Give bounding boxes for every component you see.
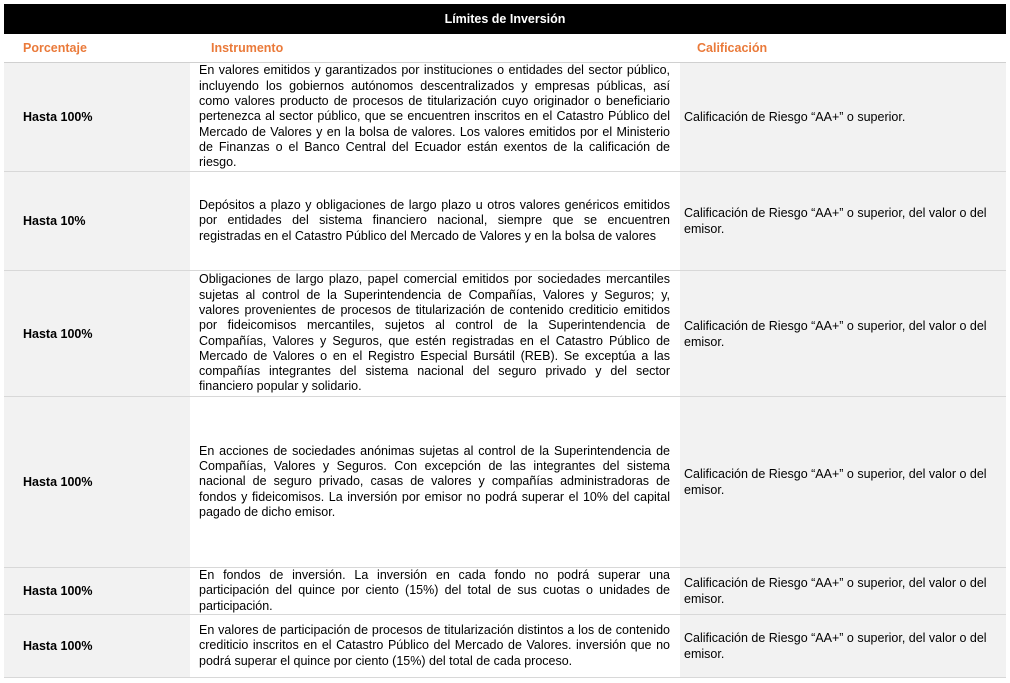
header-rating: Calificación [697,41,768,55]
rating-cell [680,172,1006,270]
percentage-text: Hasta 100% [23,110,93,124]
percentage-cell [4,397,190,567]
table-row [4,172,1006,271]
instrument-text: En valores emitidos y garantizados por instituciones o entidades del sector público, incluyendo los gobiernos autónomos descentralizados y empresas públicas, así como valores producto de procesos de titularización cuyo originador o beneficiario pertenezca al sector público, que se encuentren inscritos en el Catastro Público del Mercado de Valores y en la bolsa de valores. Los valores emitidos por el Ministerio de Finanzas o el Banco Central del Ecuador están exentos de la calificación de riesgo. [199,63,670,170]
table-row [4,615,1006,678]
table-title: Límites de Inversión [4,4,1006,34]
percentage-cell [4,615,190,677]
percentage-text: Hasta 100% [23,475,93,489]
rating-cell [680,271,1006,396]
instrument-text: Depósitos a plazo y obligaciones de largo plazo u otros valores genéricos emitidos por entidades del sistema financiero nacional, siempre que se encuentren registradas en el Catastro Público del Mercado de Valores y en la bolsa de valores [199,198,670,243]
percentage-cell [4,271,190,396]
instrument-cell [192,63,680,171]
percentage-text: Hasta 100% [23,639,93,653]
rating-text: Calificación de Riesgo “AA+” o superior, del valor o del emisor. [684,467,987,497]
table-row [4,397,1006,568]
percentage-text: Hasta 100% [23,584,93,598]
table-row [4,63,1006,172]
table-row [4,568,1006,615]
instrument-cell [192,615,680,677]
rating-cell [680,63,1006,171]
instrument-cell [192,172,680,270]
table-header-row [4,34,1006,63]
rating-cell [680,615,1006,677]
rating-cell [680,568,1006,614]
percentage-cell [4,568,190,614]
instrument-text: Obligaciones de largo plazo, papel comercial emitidos por sociedades mercantiles sujetas al control de la Superintendencia de Compañías, Valores y Seguros; y, valores provenientes de procesos de titularización de contenido crediticio emitidos por fideicomisos mercantiles, sujetos al control de la Superintendencia de Compañías, Valores y Seguros, que estén registradas en el Catastro Público de Mercado de Valores o en el Registro Especial Bursátil (REB). Se exceptúa a las compañías integrantes del sistema nacional del seguro privado y del sector financiero popular y solidario. [199,272,670,394]
instrument-text: En acciones de sociedades anónimas sujetas al control de la Superintendencia de Compañías, Valores y Seguros. Con excepción de las integrantes del sistema nacional de seguro privado, casas de valores y compañías administradoras de fondos y fideicomisos. La inversión por emisor no podrá superar el 10% del capital pagado de dicho emisor. [199,443,670,519]
header-instrument: Instrumento [211,41,284,55]
rating-cell [680,397,1006,567]
rating-text: Calificación de Riesgo “AA+” o superior, del valor o del emisor. [684,576,987,606]
percentage-text: Hasta 10% [23,214,86,228]
rating-text: Calificación de Riesgo “AA+” o superior, del valor o del emisor. [684,631,987,661]
rating-text: Calificación de Riesgo “AA+” o superior, del valor o del emisor. [684,206,987,236]
instrument-cell [192,397,680,567]
percentage-text: Hasta 100% [23,326,93,341]
table-row [4,271,1006,397]
investment-limits-table [4,4,1006,678]
instrument-cell [192,271,680,396]
instrument-cell [192,568,680,614]
instrument-text: En valores de participación de procesos de titularización distintos a los de contenido crediticio inscritos en el Catastro Público del Mercado de Valores. inversión que no podrá superar el quince por ciento (15%) del total de cada proceso. [199,623,670,668]
percentage-cell [4,172,190,270]
header-percentage: Porcentaje [23,41,87,55]
instrument-text: En fondos de inversión. La inversión en cada fondo no podrá superar una participación del quince por ciento (15%) del total de sus cuotas o unidades de participación. [199,568,670,613]
percentage-cell [4,63,190,171]
rating-text: Calificación de Riesgo “AA+” o superior, del valor o del emisor. [684,318,987,349]
rating-text: Calificación de Riesgo “AA+” o superior. [684,110,906,124]
